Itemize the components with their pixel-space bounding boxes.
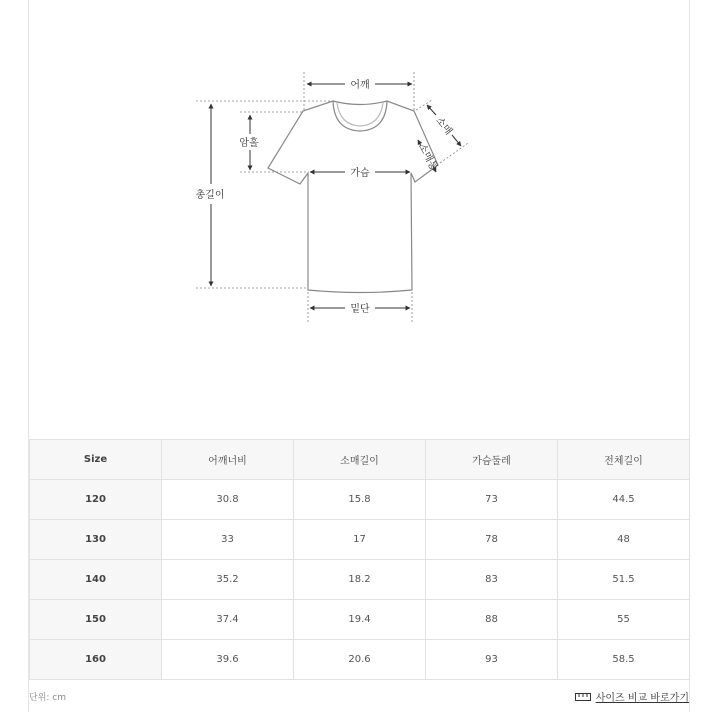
chest-cell: 88	[426, 600, 558, 640]
hem-label: 밑단	[350, 304, 370, 315]
ruler-icon	[575, 693, 591, 701]
sleeve-cell: 20.6	[294, 640, 426, 680]
armhole-label: 암홀	[239, 138, 259, 149]
sleeve-cell: 18.2	[294, 560, 426, 600]
shoulder-cell: 30.8	[162, 480, 294, 520]
length-cell: 51.5	[558, 560, 690, 600]
size-cell: 150	[30, 600, 162, 640]
header-sleeve-length: 소매길이	[294, 440, 426, 480]
table-row	[30, 560, 690, 600]
table-row	[30, 480, 690, 520]
shoulder-cell: 37.4	[162, 600, 294, 640]
size-cell: 140	[30, 560, 162, 600]
shoulder-cell: 35.2	[162, 560, 294, 600]
sleeve-cell: 19.4	[294, 600, 426, 640]
size-compare-link[interactable]	[575, 689, 689, 704]
chest-cell: 83	[426, 560, 558, 600]
shoulder-label: 어깨	[350, 80, 370, 91]
size-cell: 160	[30, 640, 162, 680]
table-header-row	[30, 440, 690, 480]
chest-cell: 78	[426, 520, 558, 560]
length-cell: 58.5	[558, 640, 690, 680]
table-row	[30, 640, 690, 680]
table-row	[30, 600, 690, 640]
shoulder-cell: 39.6	[162, 640, 294, 680]
length-cell: 48	[558, 520, 690, 560]
header-chest: 가슴둘레	[426, 440, 558, 480]
length-cell: 44.5	[558, 480, 690, 520]
sleeve-cell: 15.8	[294, 480, 426, 520]
chest-label: 가슴	[350, 168, 370, 179]
sleeve-cell: 17	[294, 520, 426, 560]
shoulder-cell: 33	[162, 520, 294, 560]
total-length-label: 총길이	[195, 190, 225, 201]
header-size: Size	[30, 440, 162, 480]
header-total-length: 전체길이	[558, 440, 690, 480]
unit-note: 단위: cm	[29, 693, 66, 703]
size-cell: 130	[30, 520, 162, 560]
tshirt-outline	[268, 101, 438, 293]
size-table	[29, 439, 690, 680]
sleeve-label: 소매	[433, 115, 454, 138]
table-row	[30, 520, 690, 560]
length-cell: 55	[558, 600, 690, 640]
header-shoulder-width: 어깨너비	[162, 440, 294, 480]
size-cell: 120	[30, 480, 162, 520]
size-compare-label: 사이즈 비교 바로가기	[595, 693, 689, 704]
chest-cell: 73	[426, 480, 558, 520]
chest-cell: 93	[426, 640, 558, 680]
sleeve-width-label: 소매통	[415, 141, 440, 173]
